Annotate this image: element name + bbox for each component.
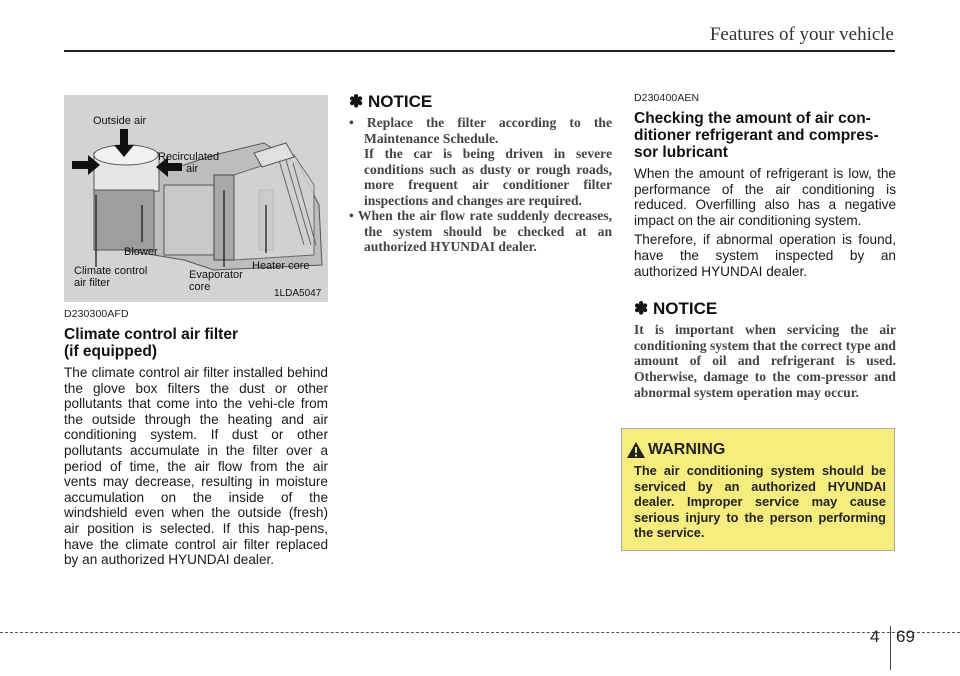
footer-rule — [0, 632, 960, 633]
notice-star-icon: ✽ — [634, 299, 649, 319]
list-item — [349, 146, 612, 208]
paragraph: Therefore, if abnormal operation is found, have the system inspected by an authorized HYUNDAI dealer. — [634, 232, 896, 279]
list-item — [349, 208, 612, 255]
label-evaporator-1: Evaporator — [189, 269, 243, 281]
notice-text: It is important when servicing the air conditioning system that the correct type and amount of oil and refrigerant is used. Otherwise, damage to the com-pressor and abnormal system operation may occur. — [634, 322, 896, 400]
section-code: D230400AEN — [634, 92, 700, 104]
notice-title-text: NOTICE — [652, 299, 718, 319]
warning-text: The air conditioning system should be serviced by an authorized HYUNDAI dealer. Improper service may cause serious injury to the person performing the service. — [634, 463, 886, 541]
list-item-text: Replace the filter according to the Maintenance Schedule. — [364, 115, 612, 146]
section-title — [64, 326, 328, 360]
hvac-diagram — [64, 95, 328, 302]
section-title-line-3: sor lubricant — [634, 144, 728, 161]
warning-title: WARNING — [648, 441, 726, 458]
label-recirculated: Recirculated — [158, 151, 220, 163]
notice-title — [634, 299, 896, 319]
label-evaporator-2: core — [189, 281, 211, 293]
bullet: • — [349, 208, 354, 223]
section-body: The climate control air filter installed behind the glove box filters the dust or other pollutants that come into the vehi-cle from the outside through the heating and air conditioning system. If dust or other pollutants accumulate in the filter over a period of time, the air flow from the air vents may decrease, resulting in moisture accumulation on the inside of the windshield even when the outside (fresh) air position is selected. If this hap-pens, have the climate control air filter replaced by an authorized HYUNDAI dealer. — [64, 365, 328, 568]
notice-list — [349, 115, 612, 255]
section-refrigerant — [634, 92, 896, 400]
label-filter-2: air filter — [74, 277, 111, 289]
section-title-line-1: Checking the amount of air con- — [634, 110, 871, 127]
label-blower: Blower — [124, 246, 158, 258]
list-item — [349, 115, 612, 146]
running-header: Features of your vehicle — [709, 24, 894, 45]
section-title-line-2: ditioner refrigerant and compres- — [634, 127, 879, 144]
figure-code: 1LDA5047 — [274, 288, 322, 299]
warning-box — [621, 428, 895, 551]
list-item-text: When the air flow rate suddenly decreases, the system should be checked at an authorized HYUNDAI dealer. — [357, 208, 613, 254]
notice-filter — [349, 92, 612, 255]
section-title-line-2: (if equipped) — [64, 343, 157, 360]
list-item-text: If the car is being driven in severe conditions such as dusty or rough roads, more frequent air conditioner filter inspections and changes are required. — [364, 146, 612, 208]
label-filter-1: Climate control — [74, 265, 148, 277]
chapter-number: 4 — [870, 627, 880, 646]
section-title-line-1: Climate control air filter — [64, 326, 238, 343]
warning-triangle-icon — [626, 441, 646, 459]
section-air-filter — [64, 308, 328, 568]
page-number: 69 — [896, 627, 915, 646]
page-separator — [890, 626, 891, 670]
notice-title — [349, 92, 612, 112]
header-rule — [64, 50, 895, 52]
bullet: • — [349, 115, 354, 130]
section-title — [634, 110, 896, 161]
notice-title-text: NOTICE — [367, 92, 433, 111]
section-code: D230300AFD — [64, 308, 129, 320]
notice-star-icon: ✽ — [349, 92, 364, 111]
label-heater-core: Heater core — [252, 260, 310, 272]
label-outside-air: Outside air — [93, 115, 147, 127]
paragraph: When the amount of refrigerant is low, the performance of the air conditioning is reduced. Overfilling also has a negative impact on the air conditioning system. — [634, 166, 896, 228]
label-recirculated-air: air — [186, 163, 199, 175]
